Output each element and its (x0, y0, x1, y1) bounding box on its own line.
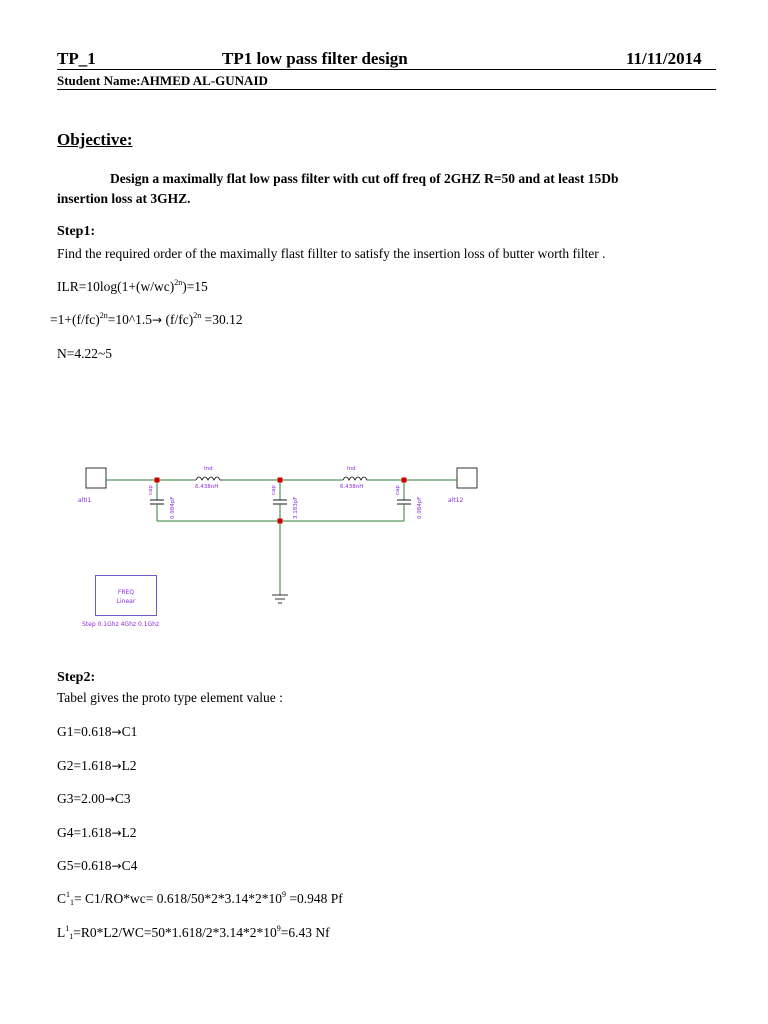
node-icon (278, 519, 283, 524)
step1-text: Find the required order of the maximally flast fillter to satisfy the insertion loss of butter worth filter . (57, 246, 606, 261)
port1-terminal-icon (86, 468, 106, 488)
node-icon (402, 478, 407, 483)
inductor-equation: $L^1_1=R0*L2/WC=50*1.618/2*3.14*2*10^9=6.43$ Nf (57, 924, 330, 941)
node-icon (155, 478, 160, 483)
capacitor1-name: cap (148, 485, 154, 495)
student-name: AHMED AL-GUNAID (140, 73, 268, 88)
arrow-icon: → (111, 725, 122, 739)
equation-order: N=4.22~5 (57, 346, 113, 361)
capacitor2-name: cap (271, 485, 277, 495)
step2-text: Tabel gives the proto type element value : (57, 690, 283, 705)
freq-box-sweep: Step 0.1Ghz 4Ghz 0.1Ghz (82, 621, 160, 628)
objective-line-1: Design a maximally flat low pass filter with cut off freq of 2GHZ R=50 and at least 15Db (110, 171, 619, 186)
freq-box-mode: Linear (116, 598, 136, 605)
capacitor1-value: 0.984pF (170, 496, 176, 519)
node-icon (278, 478, 283, 483)
port2-terminal-icon (457, 468, 477, 488)
port2-label: alt12 (448, 497, 464, 504)
freq-sweep-box (95, 575, 157, 616)
g3-value: G3=2.00→C3 (57, 791, 131, 806)
inductor2-value: 6.438nH (340, 484, 364, 490)
arrow-icon: → (111, 826, 122, 840)
equation-ratio: $=1+(f/fc)^{2n}=10\^{}1.5\to (f/fc)^{2n} =30.12$ (50, 311, 243, 327)
student-line (57, 73, 268, 89)
port1-label: altI1 (78, 497, 92, 504)
arrow-icon: → (152, 313, 163, 327)
objective-line-2: insertion loss at 3GHZ. (57, 191, 191, 206)
arrow-icon: → (104, 792, 115, 806)
capacitor3-value: 0.984pF (417, 496, 423, 519)
arrow-icon: → (111, 759, 122, 773)
student-rule (57, 89, 716, 90)
tp-number: TP_1 (57, 49, 96, 68)
ground-icon (272, 595, 288, 603)
inductor2-icon (343, 477, 368, 480)
step1-heading: Step1: (57, 224, 96, 239)
capacitor2-value: 3.183pF (293, 496, 299, 519)
g5-value: G5=0.618→C4 (57, 858, 138, 873)
inductor1-value: 6.438nH (195, 484, 219, 490)
capacitor-equation: $C^1_1= C1/RO*wc= 0.618/50*2*3.14*2*10^9 =0.948$ Pf (57, 890, 343, 907)
g4-value: G4=1.618→L2 (57, 825, 137, 840)
step2-heading: Step2: (57, 670, 96, 685)
document-date: 11/11/2014 (626, 49, 702, 68)
g1-value: G1=0.618→C1 (57, 724, 138, 739)
header-rule (57, 69, 716, 70)
student-label: Student Name: (57, 73, 141, 88)
g2-value: G2=1.618→L2 (57, 758, 137, 773)
capacitor3-name: cap (395, 485, 401, 495)
inductor2-name: Ind (347, 466, 356, 472)
arrow-icon: → (111, 859, 122, 873)
freq-box-title: FREQ (117, 589, 135, 596)
objective-heading: Objective: (57, 130, 133, 149)
document-title: TP1 low pass filter design (222, 49, 408, 68)
equation-ilr: $ILR=10\log(1+(w/wc)^{2n})=15$ (57, 278, 208, 294)
inductor1-icon (196, 477, 223, 480)
inductor1-name: Ind (204, 466, 213, 472)
